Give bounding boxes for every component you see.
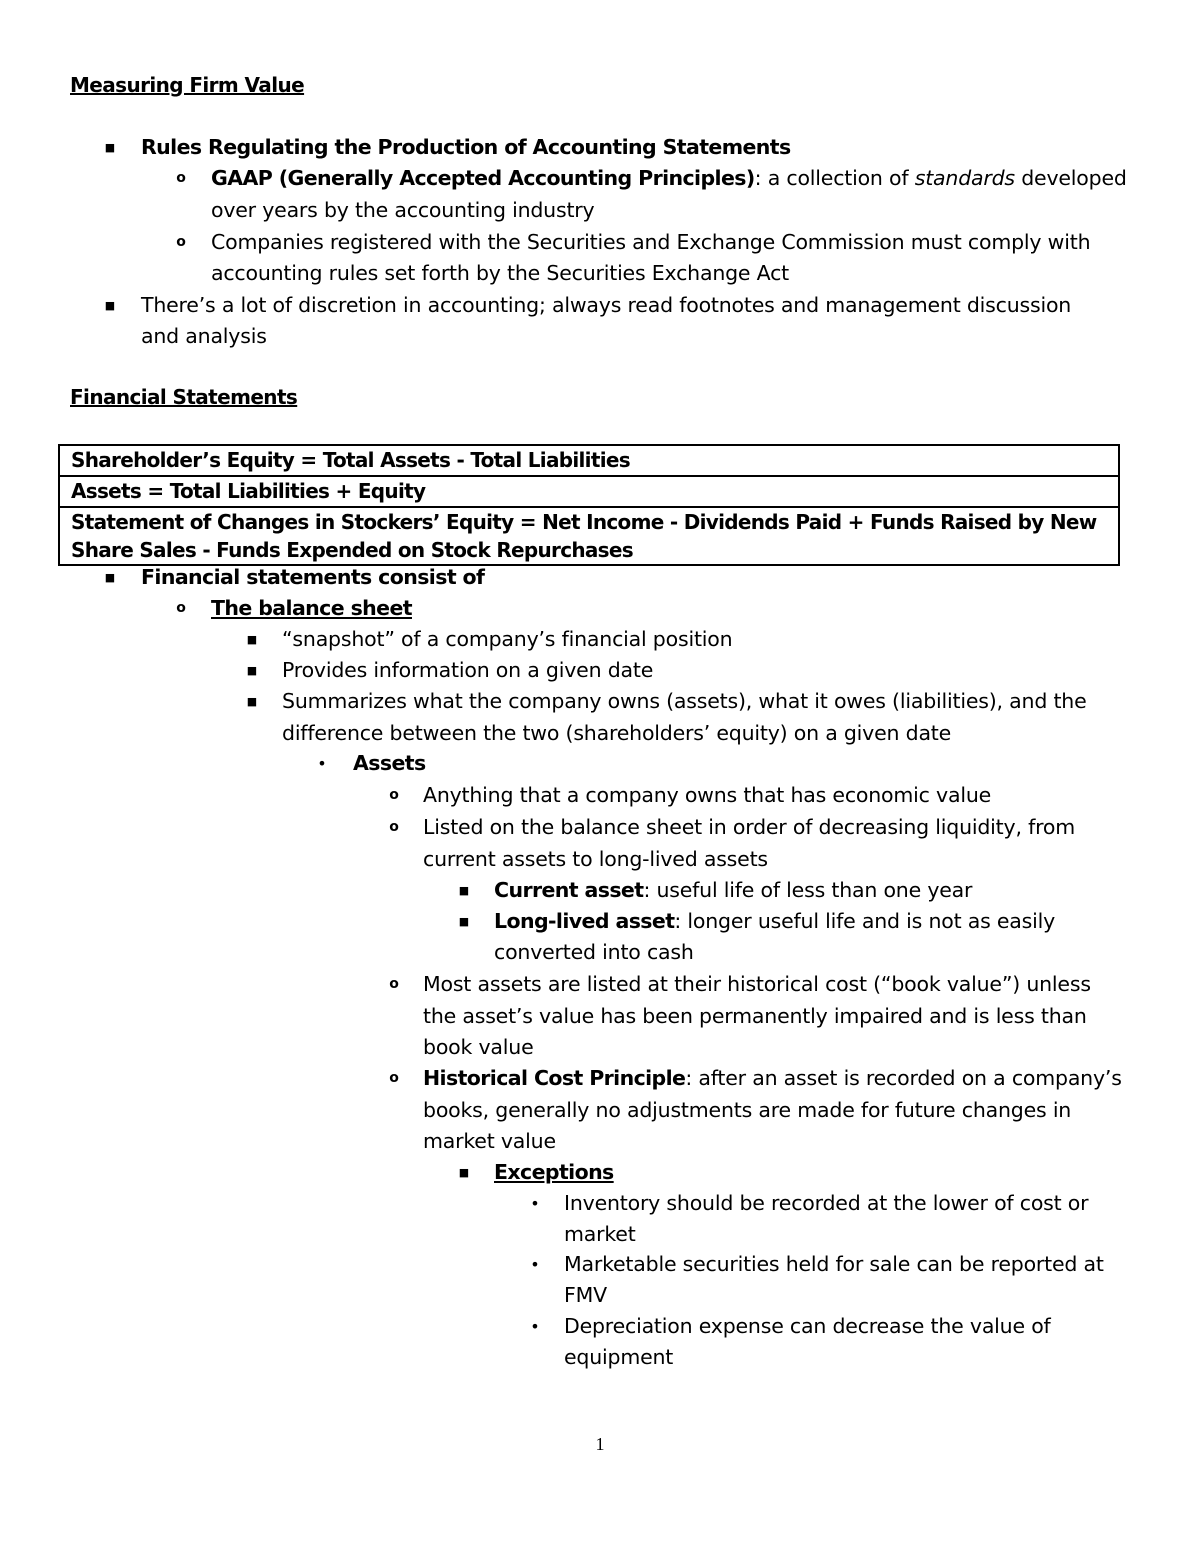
equations-box — [58, 444, 1120, 566]
gaap-line: GAAP (Generally Accepted Accounting Principles): a collection of standards developed — [211, 166, 1127, 190]
heading-measuring-firm-value: Measuring Firm Value — [70, 73, 305, 97]
page-number: 1 — [595, 1434, 605, 1454]
historical-line-2: the asset’s value has been permanently impaired and is less than — [423, 1004, 1087, 1028]
sec-line-1: Companies registered with the Securities and Exchange Commission must comply with — [211, 230, 1091, 254]
rules-heading: Rules Regulating the Production of Accounting Statements — [141, 135, 791, 159]
dot-bullet-icon: • — [530, 1255, 540, 1274]
current-asset-line: Current asset: useful life of less than one year — [494, 878, 973, 902]
equation-3-line-1: Statement of Changes in Stockers’ Equity = Net Income - Dividends Paid + Funds Raised by New — [71, 510, 1097, 534]
circle-bullet-icon: o — [176, 234, 186, 250]
hcp-line-2: books, generally no adjustments are made for future changes in — [423, 1098, 1072, 1122]
circle-bullet-icon: o — [389, 787, 399, 803]
longlived-line-2: converted into cash — [494, 940, 694, 964]
balance-sheet-heading: The balance sheet — [211, 596, 412, 620]
bs-item-3-line-2: difference between the two (shareholders’ equity) on a given date — [282, 721, 952, 745]
heading-financial-statements: Financial Statements — [70, 385, 298, 409]
exception-1-line-2: market — [564, 1222, 636, 1246]
square-bullet-icon: ■ — [246, 695, 258, 708]
historical-line-1: Most assets are listed at their historical cost (“book value”) unless — [423, 972, 1091, 996]
square-bullet-icon: ■ — [104, 299, 116, 312]
bs-item-1: “snapshot” of a company’s financial position — [282, 627, 733, 651]
square-bullet-icon: ■ — [458, 1166, 470, 1179]
assets-item-2-line-1: Listed on the balance sheet in order of decreasing liquidity, from — [423, 815, 1075, 839]
assets-item-1: Anything that a company owns that has economic value — [423, 783, 992, 807]
square-bullet-icon: ■ — [246, 664, 258, 677]
assets-heading: Assets — [353, 751, 426, 775]
assets-item-2-line-2: current assets to long-lived assets — [423, 847, 768, 871]
dot-bullet-icon: • — [317, 754, 327, 773]
hcp-line: Historical Cost Principle: after an asset is recorded on a company’s — [423, 1066, 1122, 1090]
exception-3-line-1: Depreciation expense can decrease the value of — [564, 1314, 1051, 1338]
square-bullet-icon: ■ — [104, 571, 116, 584]
dot-bullet-icon: • — [530, 1194, 540, 1213]
historical-line-3: book value — [423, 1035, 534, 1059]
equation-row: Assets = Total Liabilities + Equity — [60, 477, 1118, 508]
discretion-line-2: and analysis — [141, 324, 267, 348]
square-bullet-icon: ■ — [104, 141, 116, 154]
square-bullet-icon: ■ — [246, 633, 258, 646]
consist-of: Financial statements consist of — [141, 565, 485, 589]
circle-bullet-icon: o — [389, 976, 399, 992]
hcp-line-3: market value — [423, 1129, 556, 1153]
exception-2-line-1: Marketable securities held for sale can be reported at — [564, 1252, 1104, 1276]
circle-bullet-icon: o — [389, 819, 399, 835]
longlived-line: Long-lived asset: longer useful life and is not as easily — [494, 909, 1056, 933]
bs-item-3-line-1: Summarizes what the company owns (assets), what it owes (liabilities), and the — [282, 689, 1087, 713]
equation-3-line-2: Share Sales - Funds Expended on Stock Repurchases — [71, 538, 633, 562]
exception-2-line-2: FMV — [564, 1283, 607, 1307]
equation-row: Shareholder’s Equity = Total Assets - Total Liabilities — [60, 446, 1118, 477]
circle-bullet-icon: o — [389, 1070, 399, 1086]
square-bullet-icon: ■ — [458, 884, 470, 897]
bs-item-2: Provides information on a given date — [282, 658, 654, 682]
dot-bullet-icon: • — [530, 1317, 540, 1336]
equation-row — [60, 508, 1118, 564]
exceptions-heading: Exceptions — [494, 1160, 614, 1184]
circle-bullet-icon: o — [176, 600, 186, 616]
exception-1-line-1: Inventory should be recorded at the lower of cost or — [564, 1191, 1089, 1215]
square-bullet-icon: ■ — [458, 915, 470, 928]
discretion-line-1: There’s a lot of discretion in accounting; always read footnotes and management discussion — [141, 293, 1072, 317]
circle-bullet-icon: o — [176, 170, 186, 186]
exception-3-line-2: equipment — [564, 1345, 674, 1369]
sec-line-2: accounting rules set forth by the Securities Exchange Act — [211, 261, 790, 285]
gaap-line-2: over years by the accounting industry — [211, 198, 595, 222]
